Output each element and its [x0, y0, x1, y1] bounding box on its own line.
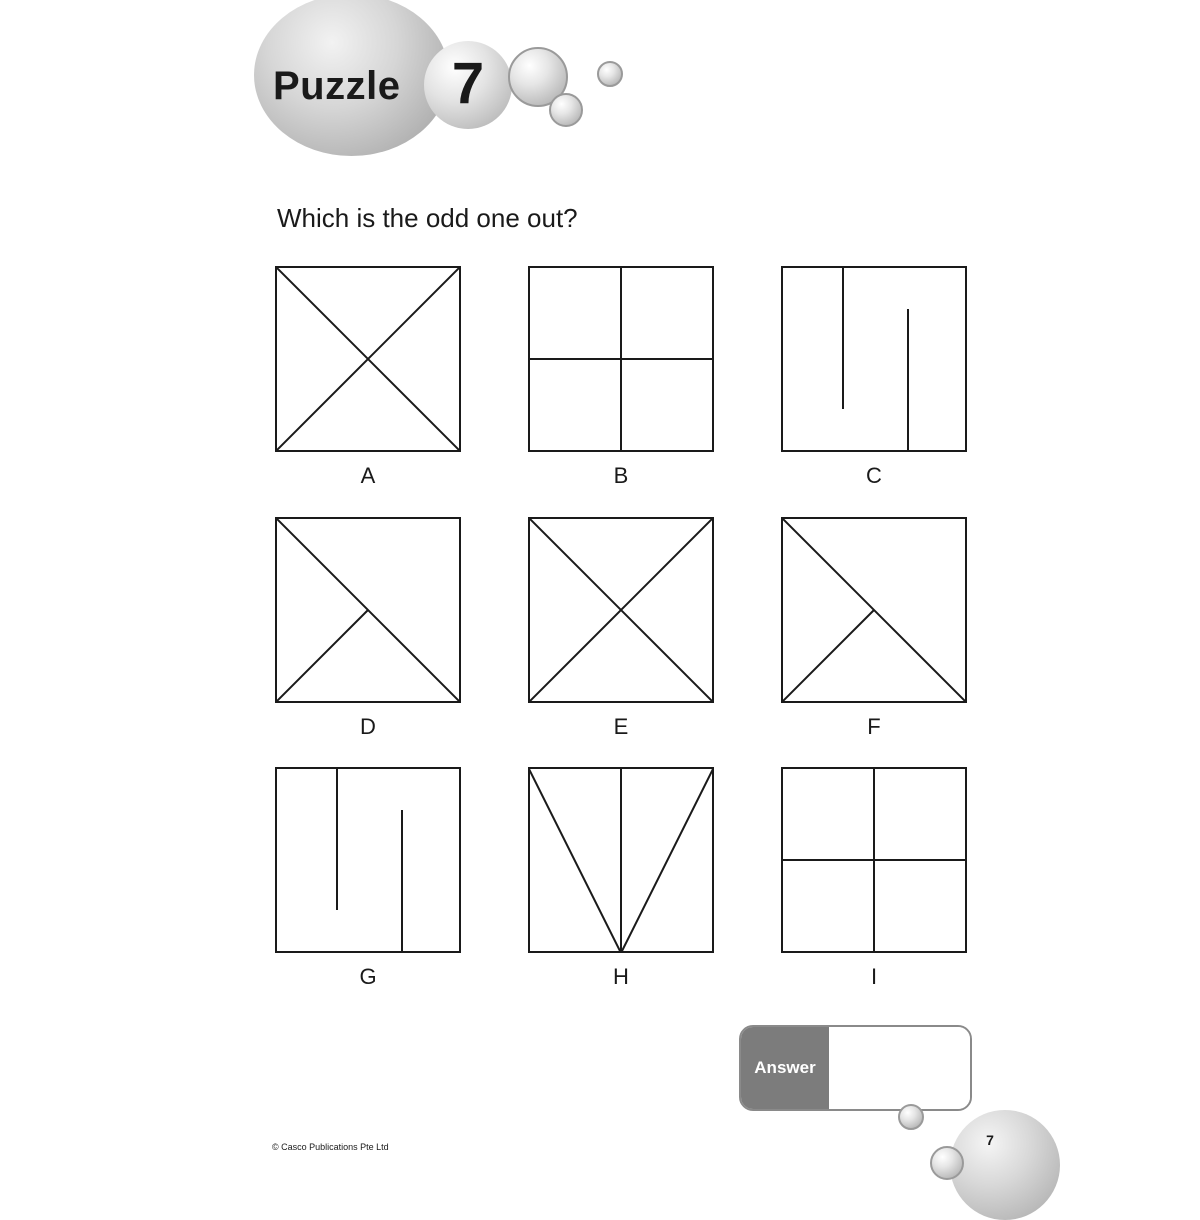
option-figure-c[interactable]	[781, 266, 967, 452]
page-number: 7	[986, 1132, 994, 1148]
answer-label: Answer	[741, 1027, 829, 1109]
answer-box[interactable]	[739, 1025, 972, 1111]
option-label-a: A	[360, 463, 376, 488]
option-label-e: E	[613, 714, 629, 739]
copyright-text: © Casco Publications Pte Ltd	[272, 1142, 389, 1152]
option-figure-b[interactable]	[528, 266, 714, 452]
option-figure-e[interactable]	[528, 517, 714, 703]
page-bubble-decoration	[950, 1110, 1060, 1220]
option-label-g: G	[359, 964, 377, 989]
option-figure-d[interactable]	[275, 517, 461, 703]
option-figure-f[interactable]	[781, 517, 967, 703]
question-text: Which is the odd one out?	[277, 203, 578, 233]
option-figure-a[interactable]	[275, 266, 461, 452]
option-figure-i[interactable]	[781, 767, 967, 953]
small-bubble-decoration	[549, 93, 583, 127]
puzzle-number: 7	[451, 51, 485, 116]
small-bubble-decoration	[597, 61, 623, 87]
small-bubble-decoration	[898, 1104, 924, 1130]
option-figure-g[interactable]	[275, 767, 461, 953]
option-label-i: I	[870, 964, 878, 989]
small-bubble-decoration	[930, 1146, 964, 1180]
option-label-h: H	[613, 964, 629, 989]
page-title: Puzzle	[273, 64, 401, 108]
option-label-b: B	[613, 463, 629, 488]
answer-field[interactable]	[829, 1027, 970, 1109]
option-figure-h[interactable]	[528, 767, 714, 953]
option-label-f: F	[867, 714, 881, 739]
option-label-d: D	[360, 714, 376, 739]
option-label-c: C	[866, 463, 882, 488]
